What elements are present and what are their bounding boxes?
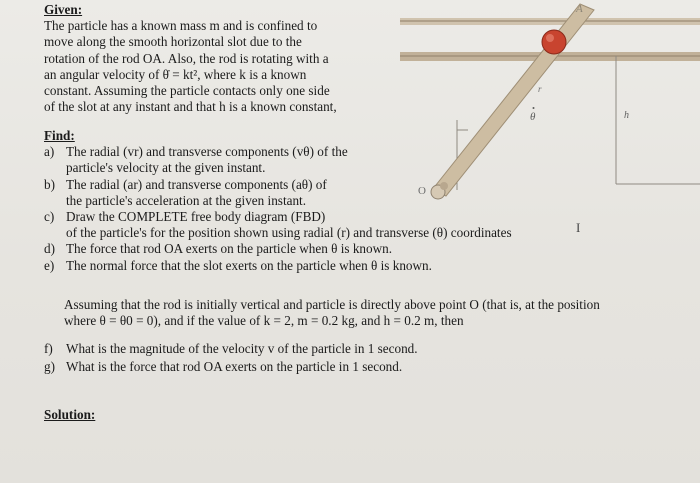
label-A: A: [576, 3, 583, 15]
label-theta-dot: θ: [530, 111, 536, 123]
given-line: of the slot at any instant and that h is a known constant,: [44, 99, 337, 115]
label-I: I: [576, 220, 581, 235]
assumption-line: Assuming that the rod is initially vertical and particle is directly above point O (that is, at the position: [64, 297, 600, 312]
given-line: constant. Assuming the particle contacts only one side: [44, 83, 330, 99]
find-heading: Find:: [44, 128, 75, 143]
find-section: [44, 128, 694, 274]
assumption-line: where θ = θ0 = 0), and if the value of k = 2, m = 0.2 kg, and h = 0.2 m, then: [64, 313, 464, 329]
given-section: [44, 2, 384, 115]
given-line: The particle has a known mass m and is confined to: [44, 18, 318, 34]
given-heading: Given:: [44, 2, 83, 17]
find-item-e: e) The normal force that the slot exerts on the particle when θ is known.: [44, 257, 432, 273]
label-r: r: [538, 84, 542, 94]
assumption-section: [64, 297, 689, 329]
question-f: f) What is the magnitude of the velocity v of the particle in 1 second.: [44, 341, 418, 356]
label-O: O: [418, 185, 426, 197]
particle: [542, 30, 566, 54]
question-g: g) What is the force that rod OA exerts on the particle in 1 second.: [44, 359, 403, 374]
solution-heading: Solution:: [44, 407, 96, 422]
find-item-c: c) Draw the COMPLETE free body diagram (FBD) of the particle's for the position shown using radial (r) and transverse (θ) coordinates: [44, 209, 512, 241]
given-line: an angular velocity of θ̇ = kt², where k is a known: [44, 66, 307, 82]
given-line: rotation of the rod OA. Also, the rod is rotating with a: [44, 50, 329, 66]
find-item-b: b) The radial (ar) and transverse components (aθ) of the particle's acceleration at the given instant.: [44, 176, 327, 208]
given-line: move along the smooth horizontal slot due to the: [44, 34, 302, 50]
label-h: h: [624, 110, 629, 121]
find-item-d: d) The force that rod OA exerts on the particle when θ is known.: [44, 241, 393, 257]
find-item-a: a) The radial (vr) and transverse components (vθ) of the particle's velocity at the given instant.: [44, 144, 348, 176]
